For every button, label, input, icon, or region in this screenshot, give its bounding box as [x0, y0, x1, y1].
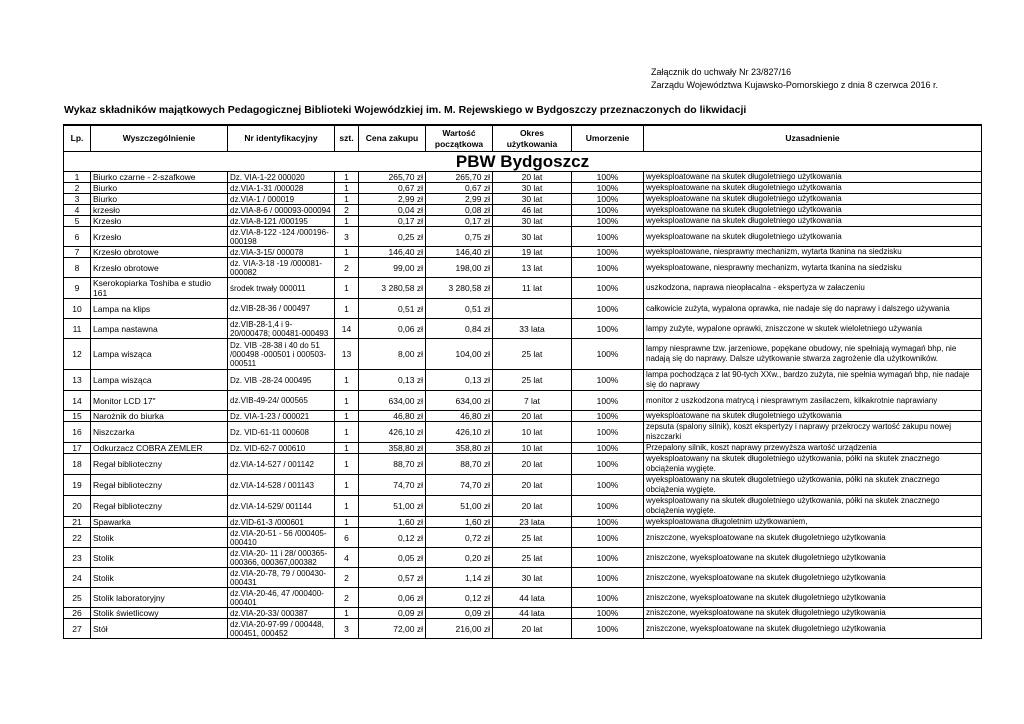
row-quantity: 1 [335, 496, 359, 517]
row-reason: wyeksploatowane na skutek długoletniego użytkowania [644, 205, 982, 216]
row-price: 0,09 zł [359, 608, 426, 619]
assets-table [63, 124, 982, 639]
row-lp: 11 [64, 319, 91, 339]
row-name: Lampa nastawna [91, 319, 228, 339]
row-lp: 3 [64, 194, 91, 205]
row-depreciation: 100% [572, 608, 644, 619]
row-quantity: 3 [335, 619, 359, 639]
header-qty: szt. [335, 125, 359, 152]
row-price: 0,17 zł [359, 216, 426, 227]
row-initial-value: 0,13 zł [426, 370, 493, 391]
row-price: 358,80 zł [359, 443, 426, 454]
row-identifier: dz.VIA-20-51 - 56 /000405-000410 [228, 528, 335, 548]
row-price: 51,00 zł [359, 496, 426, 517]
table-row [64, 370, 982, 391]
header-reason: Uzasadnienie [644, 125, 982, 152]
row-identifier: dz.VIA-20- 11 i 28/ 000365-000366, 000367,000382 [228, 548, 335, 568]
row-usage-period: 23 lata [493, 517, 572, 528]
row-name: Lampa wisząca [91, 339, 228, 370]
row-identifier: dz. VIA-3-18 -19 /000081-000082 [228, 258, 335, 278]
row-depreciation: 100% [572, 278, 644, 299]
row-name: Lampa wisząca [91, 370, 228, 391]
row-identifier: dz.VIA-8-122 -124 /000196-000198 [228, 227, 335, 247]
row-reason: wyeksploatowane na skutek długoletniego użytkowania [644, 411, 982, 422]
row-lp: 20 [64, 496, 91, 517]
row-initial-value: 0,67 zł [426, 183, 493, 194]
row-lp: 5 [64, 216, 91, 227]
row-usage-period: 33 lata [493, 319, 572, 339]
row-usage-period: 7 lat [493, 391, 572, 411]
row-price: 0,57 zł [359, 568, 426, 588]
row-name: Biurko [91, 194, 228, 205]
row-price: 72,00 zł [359, 619, 426, 639]
row-depreciation: 100% [572, 588, 644, 608]
row-lp: 17 [64, 443, 91, 454]
row-usage-period: 10 lat [493, 443, 572, 454]
row-identifier: dz.VIB-28-36 / 000497 [228, 299, 335, 319]
row-price: 0,25 zł [359, 227, 426, 247]
row-identifier: dz.VIA-3-15/ 000078 [228, 247, 335, 258]
table-row [64, 568, 982, 588]
row-lp: 4 [64, 205, 91, 216]
row-depreciation: 100% [572, 475, 644, 496]
header-id: Nr identyfikacyjny [228, 125, 335, 152]
row-name: Stolik laboratoryjny [91, 588, 228, 608]
table-row [64, 194, 982, 205]
row-usage-period [493, 299, 572, 319]
row-price: 74,70 zł [359, 475, 426, 496]
row-usage-period: 20 lat [493, 172, 572, 183]
row-initial-value: 0,20 zł [426, 548, 493, 568]
row-reason: wyeksploatowane na skutek długoletniego użytkowania [644, 227, 982, 247]
row-identifier: dz.VIA-20-33/ 000387 [228, 608, 335, 619]
row-usage-period: 13 lat [493, 258, 572, 278]
row-initial-value: 46,80 zł [426, 411, 493, 422]
table-row [64, 299, 982, 319]
row-identifier: Dz. VIA-1-22 000020 [228, 172, 335, 183]
row-reason: uszkodzona, naprawa nieopłacalna - ekspertyza w załaczeniu [644, 278, 982, 299]
row-initial-value: 358,80 zł [426, 443, 493, 454]
row-price: 0,67 zł [359, 183, 426, 194]
row-lp: 23 [64, 548, 91, 568]
row-lp: 10 [64, 299, 91, 319]
row-depreciation: 100% [572, 319, 644, 339]
row-name: Regał biblioteczny [91, 496, 228, 517]
row-initial-value: 426,10 zł [426, 422, 493, 443]
row-reason: zepsuta (spalony silnik), koszt ekspertyzy i naprawy przekroczy wartość zakupu nowej niszczarki [644, 422, 982, 443]
row-reason: lampa pochodząca z lat 90-tych XXw., bardzo zużyta, nie spełnia wymagań bhp, nie nadaje się do naprawy [644, 370, 982, 391]
row-reason: zniszczone, wyeksploatowane na skutek długoletniego użytkowania [644, 588, 982, 608]
row-price: 3 280,58 zł [359, 278, 426, 299]
row-initial-value: 1,60 zł [426, 517, 493, 528]
row-reason: wyeksploatowane na skutek długoletniego użytkowania [644, 216, 982, 227]
row-depreciation: 100% [572, 216, 644, 227]
row-name: Monitor LCD 17" [91, 391, 228, 411]
row-identifier: Dz. VID-61-11 000608 [228, 422, 335, 443]
row-usage-period: 25 lat [493, 548, 572, 568]
row-usage-period: 11 lat [493, 278, 572, 299]
row-reason: wyeksploatowany na skutek długoletniego użytkowania, półki na skutek znacznego obciążenia wygięte. [644, 496, 982, 517]
row-name: Stolik [91, 548, 228, 568]
row-depreciation: 100% [572, 548, 644, 568]
row-name: Regał biblioteczny [91, 475, 228, 496]
row-initial-value: 634,00 zł [426, 391, 493, 411]
row-quantity: 1 [335, 391, 359, 411]
row-initial-value: 3 280,58 zł [426, 278, 493, 299]
row-usage-period: 44 lata [493, 608, 572, 619]
row-price: 634,00 zł [359, 391, 426, 411]
row-usage-period: 25 lat [493, 339, 572, 370]
row-usage-period: 20 lat [493, 619, 572, 639]
table-row [64, 608, 982, 619]
row-lp: 19 [64, 475, 91, 496]
row-depreciation: 100% [572, 422, 644, 443]
row-depreciation: 100% [572, 443, 644, 454]
table-row [64, 216, 982, 227]
row-lp: 6 [64, 227, 91, 247]
row-initial-value: 1,14 zł [426, 568, 493, 588]
row-lp: 13 [64, 370, 91, 391]
row-name: Narożnik do biurka [91, 411, 228, 422]
row-quantity: 1 [335, 422, 359, 443]
row-price: 0,51 zł [359, 299, 426, 319]
row-lp: 21 [64, 517, 91, 528]
row-identifier: dz.VID-61-3 /000601 [228, 517, 335, 528]
row-name: Stół [91, 619, 228, 639]
table-row [64, 339, 982, 370]
row-depreciation: 100% [572, 391, 644, 411]
table-row [64, 443, 982, 454]
row-reason: wyeksploatowane, niesprawny mechanizm, wytarta tkanina na siedzisku [644, 258, 982, 278]
row-name: Regał biblioteczny [91, 454, 228, 475]
row-lp: 25 [64, 588, 91, 608]
row-quantity: 3 [335, 227, 359, 247]
row-identifier: dz.VIA-1-31 /000028 [228, 183, 335, 194]
row-quantity: 1 [335, 475, 359, 496]
header-price: Cena zakupu [359, 125, 426, 152]
row-initial-value: 74,70 zł [426, 475, 493, 496]
row-identifier: dz.VIA-8-121 /000195 [228, 216, 335, 227]
row-name: krzesło [91, 205, 228, 216]
row-quantity: 1 [335, 247, 359, 258]
row-quantity: 13 [335, 339, 359, 370]
row-name: Kserokopiarka Toshiba e studio 161 [91, 278, 228, 299]
table-row [64, 548, 982, 568]
row-price: 0,12 zł [359, 528, 426, 548]
row-lp: 1 [64, 172, 91, 183]
table-row [64, 454, 982, 475]
row-price: 146,40 zł [359, 247, 426, 258]
row-quantity: 1 [335, 194, 359, 205]
row-name: Biurko czarne - 2-szafkowe [91, 172, 228, 183]
row-quantity: 6 [335, 528, 359, 548]
document-title: Wykaz składników majątkowych Pedagogicznej Biblioteki Wojewódzkiej im. M. Rejewskiego w Bydgoszczy przeznaczonych do likwidacji [64, 104, 747, 116]
row-depreciation: 100% [572, 247, 644, 258]
row-usage-period: 20 lat [493, 454, 572, 475]
row-initial-value: 0,75 zł [426, 227, 493, 247]
row-depreciation: 100% [572, 496, 644, 517]
row-initial-value: 198,00 zł [426, 258, 493, 278]
row-price: 46,80 zł [359, 411, 426, 422]
row-depreciation: 100% [572, 227, 644, 247]
row-lp: 15 [64, 411, 91, 422]
row-usage-period: 46 lat [493, 205, 572, 216]
row-lp: 12 [64, 339, 91, 370]
row-name: Stolik [91, 528, 228, 548]
row-identifier: dz.VIB-28-1,4 i 9-20/000478; 000481-000493 [228, 319, 335, 339]
row-lp: 14 [64, 391, 91, 411]
table-row [64, 517, 982, 528]
table-row [64, 278, 982, 299]
row-initial-value: 0,51 zł [426, 299, 493, 319]
row-identifier: dz.VIA-20-97-99 / 000448, 000451, 000452 [228, 619, 335, 639]
row-quantity: 1 [335, 454, 359, 475]
row-depreciation: 100% [572, 299, 644, 319]
row-reason: lampy niesprawne tzw. jarzeniowe, popękane obudowy, nie spełniają wymagań bhp, nie nadają się do naprawy. Dalsze użytkowanie stwarza zagrożenie dla użytkowników. [644, 339, 982, 370]
row-reason: wyeksploatowane na skutek długoletniego użytkowania [644, 183, 982, 194]
table-row [64, 247, 982, 258]
row-usage-period: 30 lat [493, 194, 572, 205]
row-lp: 2 [64, 183, 91, 194]
row-reason: wyeksploatowane, niesprawny mechanizm, wytarta tkanina na siedzisku [644, 247, 982, 258]
row-quantity: 1 [335, 370, 359, 391]
row-depreciation: 100% [572, 172, 644, 183]
row-usage-period: 30 lat [493, 183, 572, 194]
row-quantity: 2 [335, 568, 359, 588]
row-quantity: 2 [335, 205, 359, 216]
row-name: Krzesło [91, 216, 228, 227]
row-price: 99,00 zł [359, 258, 426, 278]
section-title: PBW Bydgoszcz [64, 152, 982, 172]
row-name: Krzesło obrotowe [91, 258, 228, 278]
row-quantity: 1 [335, 517, 359, 528]
row-name: Stolik [91, 568, 228, 588]
row-price: 1,60 zł [359, 517, 426, 528]
row-reason: zniszczone, wyeksploatowane na skutek długoletniego użytkowania [644, 528, 982, 548]
row-identifier: dz.VIA-1 / 000019 [228, 194, 335, 205]
section-row [64, 152, 982, 172]
row-usage-period: 30 lat [493, 216, 572, 227]
row-initial-value: 216,00 zł [426, 619, 493, 639]
row-depreciation: 100% [572, 183, 644, 194]
row-initial-value: 265,70 zł [426, 172, 493, 183]
row-price: 8,00 zł [359, 339, 426, 370]
row-quantity: 1 [335, 299, 359, 319]
row-quantity: 14 [335, 319, 359, 339]
row-depreciation: 100% [572, 619, 644, 639]
row-price: 0,13 zł [359, 370, 426, 391]
row-price: 0,04 zł [359, 205, 426, 216]
row-name: Spawarka [91, 517, 228, 528]
row-depreciation: 100% [572, 517, 644, 528]
row-lp: 9 [64, 278, 91, 299]
row-lp: 24 [64, 568, 91, 588]
row-depreciation: 100% [572, 568, 644, 588]
row-depreciation: 100% [572, 454, 644, 475]
row-initial-value: 0,17 zł [426, 216, 493, 227]
header-name: Wyszczególnienie [91, 125, 228, 152]
row-price: 0,06 zł [359, 319, 426, 339]
row-quantity: 1 [335, 411, 359, 422]
table-row [64, 496, 982, 517]
row-usage-period: 20 lat [493, 411, 572, 422]
attachment-note [651, 66, 938, 92]
row-lp: 7 [64, 247, 91, 258]
row-quantity: 4 [335, 548, 359, 568]
row-depreciation: 100% [572, 258, 644, 278]
table-row [64, 183, 982, 194]
row-usage-period: 30 lat [493, 227, 572, 247]
row-name: Odkurzacz COBRA ZEMLER [91, 443, 228, 454]
table-row [64, 422, 982, 443]
row-quantity: 2 [335, 258, 359, 278]
row-identifier: dz.VIA-14-529/ 001144 [228, 496, 335, 517]
table-row [64, 172, 982, 183]
table-row [64, 319, 982, 339]
row-price: 2,99 zł [359, 194, 426, 205]
row-identifier: środek trwały 000011 [228, 278, 335, 299]
row-reason: wyeksploatowana długoletnim użytkowaniem, [644, 517, 982, 528]
row-identifier: dz.VIA-20-78, 79 / 000430-000431 [228, 568, 335, 588]
row-price: 426,10 zł [359, 422, 426, 443]
table-row [64, 258, 982, 278]
row-initial-value: 0,72 zł [426, 528, 493, 548]
row-initial-value: 146,40 zł [426, 247, 493, 258]
row-identifier: Dz. VIA-1-23 / 000021 [228, 411, 335, 422]
row-reason: zniszczone, wyeksploatowane na skutek długoletniego użytkowania [644, 619, 982, 639]
row-depreciation: 100% [572, 411, 644, 422]
row-quantity: 1 [335, 608, 359, 619]
row-identifier: dz.VIA-14-528 / 001143 [228, 475, 335, 496]
table-row [64, 588, 982, 608]
header-row [64, 125, 982, 152]
table-row [64, 205, 982, 216]
row-identifier: dz.VIA-20-46, 47 /000400-000401 [228, 588, 335, 608]
table-row [64, 391, 982, 411]
row-price: 88,70 zł [359, 454, 426, 475]
row-identifier: dz.VIA-8-6 / 000093-000094 [228, 205, 335, 216]
row-usage-period: 25 lat [493, 370, 572, 391]
table-row [64, 619, 982, 639]
row-price: 0,05 zł [359, 548, 426, 568]
header-lp: Lp. [64, 125, 91, 152]
row-usage-period: 20 lat [493, 475, 572, 496]
row-reason: zniszczone, wyeksploatowane na skutek długoletniego użytkowania [644, 608, 982, 619]
row-quantity: 2 [335, 588, 359, 608]
header-period: Okres użytkowania [493, 125, 572, 152]
row-price: 265,70 zł [359, 172, 426, 183]
row-reason: wyeksploatowane na skutek długoletniego użytkowania [644, 172, 982, 183]
row-name: Krzesło [91, 227, 228, 247]
row-initial-value: 0,12 zł [426, 588, 493, 608]
row-usage-period: 19 lat [493, 247, 572, 258]
row-reason: wyeksploatowany na skutek długoletniego użytkowania, półki na skutek znacznego obciążenia wygięte. [644, 475, 982, 496]
row-reason: wyeksploatowany na skutek długoletniego użytkowania, półki na skutek znacznego obciążenia wygięte. [644, 454, 982, 475]
row-quantity: 1 [335, 278, 359, 299]
row-quantity: 1 [335, 183, 359, 194]
attachment-line-2: Zarządu Województwa Kujawsko-Pomorskiego z dnia 8 czerwca 2016 r. [651, 80, 938, 90]
row-lp: 27 [64, 619, 91, 639]
row-depreciation: 100% [572, 370, 644, 391]
row-usage-period: 25 lat [493, 528, 572, 548]
row-name: Stolik świetlicowy [91, 608, 228, 619]
row-initial-value: 0,84 zł [426, 319, 493, 339]
row-initial-value: 88,70 zł [426, 454, 493, 475]
row-quantity: 1 [335, 172, 359, 183]
row-identifier: dz.VIB-49-24/ 000565 [228, 391, 335, 411]
row-initial-value: 2,99 zł [426, 194, 493, 205]
row-reason: lampy zużyte, wypalone oprawki, zniszczone w skutek wieloletniego używania [644, 319, 982, 339]
row-lp: 18 [64, 454, 91, 475]
row-initial-value: 104,00 zł [426, 339, 493, 370]
row-name: Biurko [91, 183, 228, 194]
attachment-line-1: Załącznik do uchwały Nr 23/827/16 [651, 67, 792, 77]
row-usage-period: 44 lata [493, 588, 572, 608]
row-lp: 22 [64, 528, 91, 548]
row-lp: 8 [64, 258, 91, 278]
row-quantity: 1 [335, 443, 359, 454]
table-row [64, 227, 982, 247]
row-identifier: Dz. VIB -28-38 i 40 do 51 /000498 -000501 i 000503-000511 [228, 339, 335, 370]
row-depreciation: 100% [572, 339, 644, 370]
row-reason: zniszczone, wyeksploatowane na skutek długoletniego użytkowania [644, 568, 982, 588]
table-row [64, 475, 982, 496]
row-name: Niszczarka [91, 422, 228, 443]
row-identifier: dz.VIA-14-527 / 001142 [228, 454, 335, 475]
row-depreciation: 100% [572, 194, 644, 205]
row-reason: całkowicie zużyta, wypalona oprawka, nie nadaje się do naprawy i dalszego używania [644, 299, 982, 319]
table-row [64, 411, 982, 422]
table-row [64, 528, 982, 548]
row-name: Krzesło obrotowe [91, 247, 228, 258]
row-initial-value: 51,00 zł [426, 496, 493, 517]
row-usage-period: 20 lat [493, 496, 572, 517]
row-initial-value: 0,09 zł [426, 608, 493, 619]
row-depreciation: 100% [572, 528, 644, 548]
row-depreciation: 100% [572, 205, 644, 216]
row-name: Lampa na klips [91, 299, 228, 319]
row-quantity: 1 [335, 216, 359, 227]
row-price: 0,06 zł [359, 588, 426, 608]
row-reason: monitor z uszkodzona matrycą i niesprawnym zasilaczem, kilkakrotnie naprawiany [644, 391, 982, 411]
row-reason: zniszczone, wyeksploatowane na skutek długoletniego użytkowania [644, 548, 982, 568]
row-reason: Przepalony silnik, koszt naprawy przewyższa wartość urządzenia [644, 443, 982, 454]
header-depreciation: Umorzenie [572, 125, 644, 152]
header-value: Wartość początkowa [426, 125, 493, 152]
row-reason: wyeksploatowane na skutek długoletniego użytkowania [644, 194, 982, 205]
row-initial-value: 0,08 zł [426, 205, 493, 216]
row-lp: 26 [64, 608, 91, 619]
row-identifier: Dz. VIB -28-24 000495 [228, 370, 335, 391]
row-usage-period: 30 lat [493, 568, 572, 588]
row-usage-period: 10 lat [493, 422, 572, 443]
row-lp: 16 [64, 422, 91, 443]
row-identifier: Dz. VID-62-7 000610 [228, 443, 335, 454]
